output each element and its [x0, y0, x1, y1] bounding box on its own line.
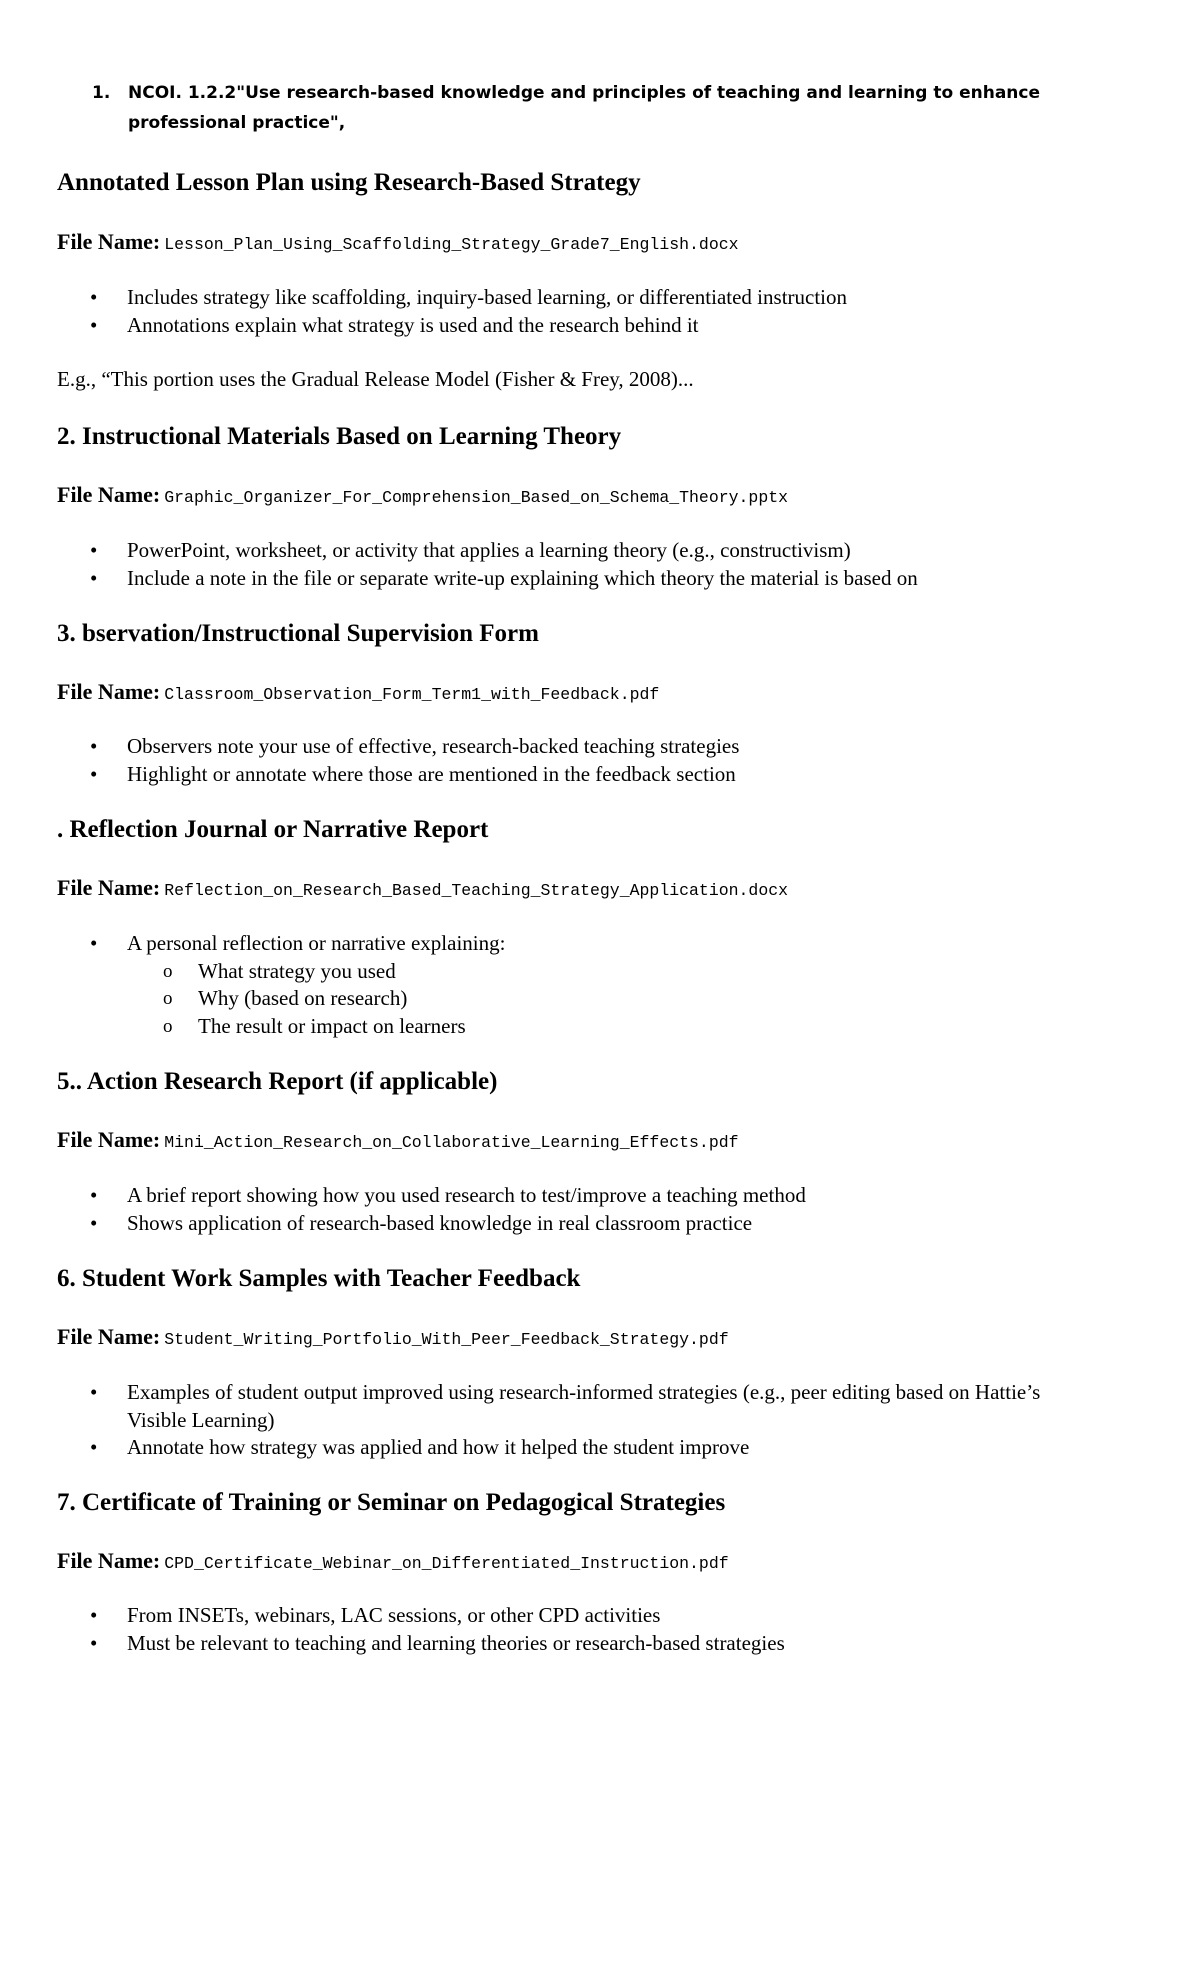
file-name-label: File Name: — [57, 482, 161, 507]
file-name-value: CPD_Certificate_Webinar_on_Differentiated_Instruction.pdf — [164, 1554, 729, 1573]
bullet-icon: • — [90, 931, 98, 955]
list-item: • A brief report showing how you used research to test/improve a teaching method — [0, 1182, 1097, 1210]
criterion-heading — [92, 78, 1122, 138]
file-name-label: File Name: — [57, 1127, 161, 1152]
bullet-list — [0, 930, 1168, 1040]
bullet-icon: • — [90, 1603, 98, 1627]
section-title: 3. bservation/Instructional Supervision Form — [57, 620, 539, 647]
bullet-icon: • — [90, 761, 98, 786]
file-name-value: Lesson_Plan_Using_Scaffolding_Strategy_Grade7_English.docx — [164, 235, 739, 254]
section-title: 2. Instructional Materials Based on Learning Theory — [57, 423, 622, 450]
sub-list-item: o The result or impact on learners — [0, 1013, 1168, 1041]
file-name-value: Graphic_Organizer_For_Comprehension_Based_on_Schema_Theory.pptx — [164, 488, 789, 507]
bullet-list — [0, 1379, 1097, 1462]
list-item: • Annotations explain what strategy is used and the research behind it — [0, 312, 1097, 340]
file-name-label: File Name: — [57, 1548, 161, 1573]
section-title: . Reflection Journal or Narrative Report — [57, 816, 489, 843]
sub-bullet-icon: o — [163, 960, 173, 982]
file-name-line — [57, 481, 788, 512]
list-item: • Observers note your use of effective, research-backed teaching strategies — [0, 733, 1097, 761]
list-item: • PowerPoint, worksheet, or activity that applies a learning theory (e.g., constructivism) — [0, 537, 1097, 565]
bullet-icon: • — [90, 565, 98, 590]
bullet-icon: • — [90, 538, 98, 562]
file-name-line — [57, 1323, 729, 1354]
list-item: • Must be relevant to teaching and learning theories or research-based strategies — [0, 1630, 1097, 1658]
bullet-list — [0, 1182, 1097, 1237]
file-name-label: File Name: — [57, 875, 161, 900]
list-item: • Examples of student output improved using research-informed strategies (e.g., peer editing based on Hattie’s Visible Learning) — [90, 1380, 1041, 1432]
example-note: E.g., “This portion uses the Gradual Release Model (Fisher & Frey, 2008)... — [57, 367, 694, 391]
file-name-value: Student_Writing_Portfolio_With_Peer_Feedback_Strategy.pdf — [164, 1330, 729, 1349]
list-item: • Annotate how strategy was applied and how it helped the student improve — [0, 1434, 1097, 1462]
list-item: • Include a note in the file or separate write-up explaining which theory the material is based on — [0, 565, 1097, 593]
criterion-text: NCOI. 1.2.2"Use research-based knowledge and principles of teaching and learning to enhance professional practice", — [128, 83, 1041, 133]
bullet-icon: • — [90, 1210, 98, 1235]
section-title: Annotated Lesson Plan using Research-Based Strategy — [57, 169, 641, 196]
sub-list-item: o What strategy you used — [0, 958, 1168, 986]
file-name-label: File Name: — [57, 1324, 161, 1349]
criterion-number: 1. — [92, 83, 111, 103]
bullet-icon: • — [90, 734, 98, 758]
file-name-line — [57, 228, 739, 259]
file-name-label: File Name: — [57, 229, 161, 254]
file-name-value: Mini_Action_Research_on_Collaborative_Learning_Effects.pdf — [164, 1133, 739, 1152]
bullet-list — [0, 1602, 1097, 1657]
list-item: • Shows application of research-based knowledge in real classroom practice — [0, 1210, 1097, 1238]
file-name-line — [57, 1547, 729, 1578]
bullet-icon: • — [90, 312, 98, 337]
section-title: 7. Certificate of Training or Seminar on Pedagogical Strategies — [57, 1489, 726, 1516]
sub-bullet-icon: o — [163, 1015, 173, 1037]
bullet-list — [0, 537, 1097, 592]
bullet-list — [0, 733, 1097, 788]
list-item: • Includes strategy like scaffolding, inquiry-based learning, or differentiated instruction — [0, 284, 1097, 312]
file-name-line — [57, 678, 659, 709]
bullet-icon: • — [90, 1435, 98, 1459]
file-name-value: Reflection_on_Research_Based_Teaching_Strategy_Application.docx — [164, 881, 789, 900]
sub-list-item: o Why (based on research) — [0, 985, 1168, 1013]
file-name-line — [57, 1126, 739, 1157]
list-item: • Highlight or annotate where those are mentioned in the feedback section — [0, 761, 1097, 789]
section-title: 5.. Action Research Report (if applicable) — [57, 1068, 498, 1095]
file-name-label: File Name: — [57, 679, 161, 704]
bullet-icon: • — [90, 1630, 98, 1655]
list-item: • A personal reflection or narrative explaining: — [0, 930, 1097, 958]
sub-bullet-icon: o — [163, 988, 173, 1009]
file-name-value: Classroom_Observation_Form_Term1_with_Feedback.pdf — [164, 685, 660, 704]
bullet-list — [0, 284, 1097, 339]
file-name-line — [57, 874, 788, 905]
section-title: 6. Student Work Samples with Teacher Feedback — [57, 1265, 581, 1292]
bullet-icon: • — [90, 285, 98, 309]
list-item: • From INSETs, webinars, LAC sessions, or other CPD activities — [0, 1602, 1097, 1630]
bullet-icon: • — [90, 1183, 98, 1207]
bullet-icon: • — [90, 1380, 98, 1404]
